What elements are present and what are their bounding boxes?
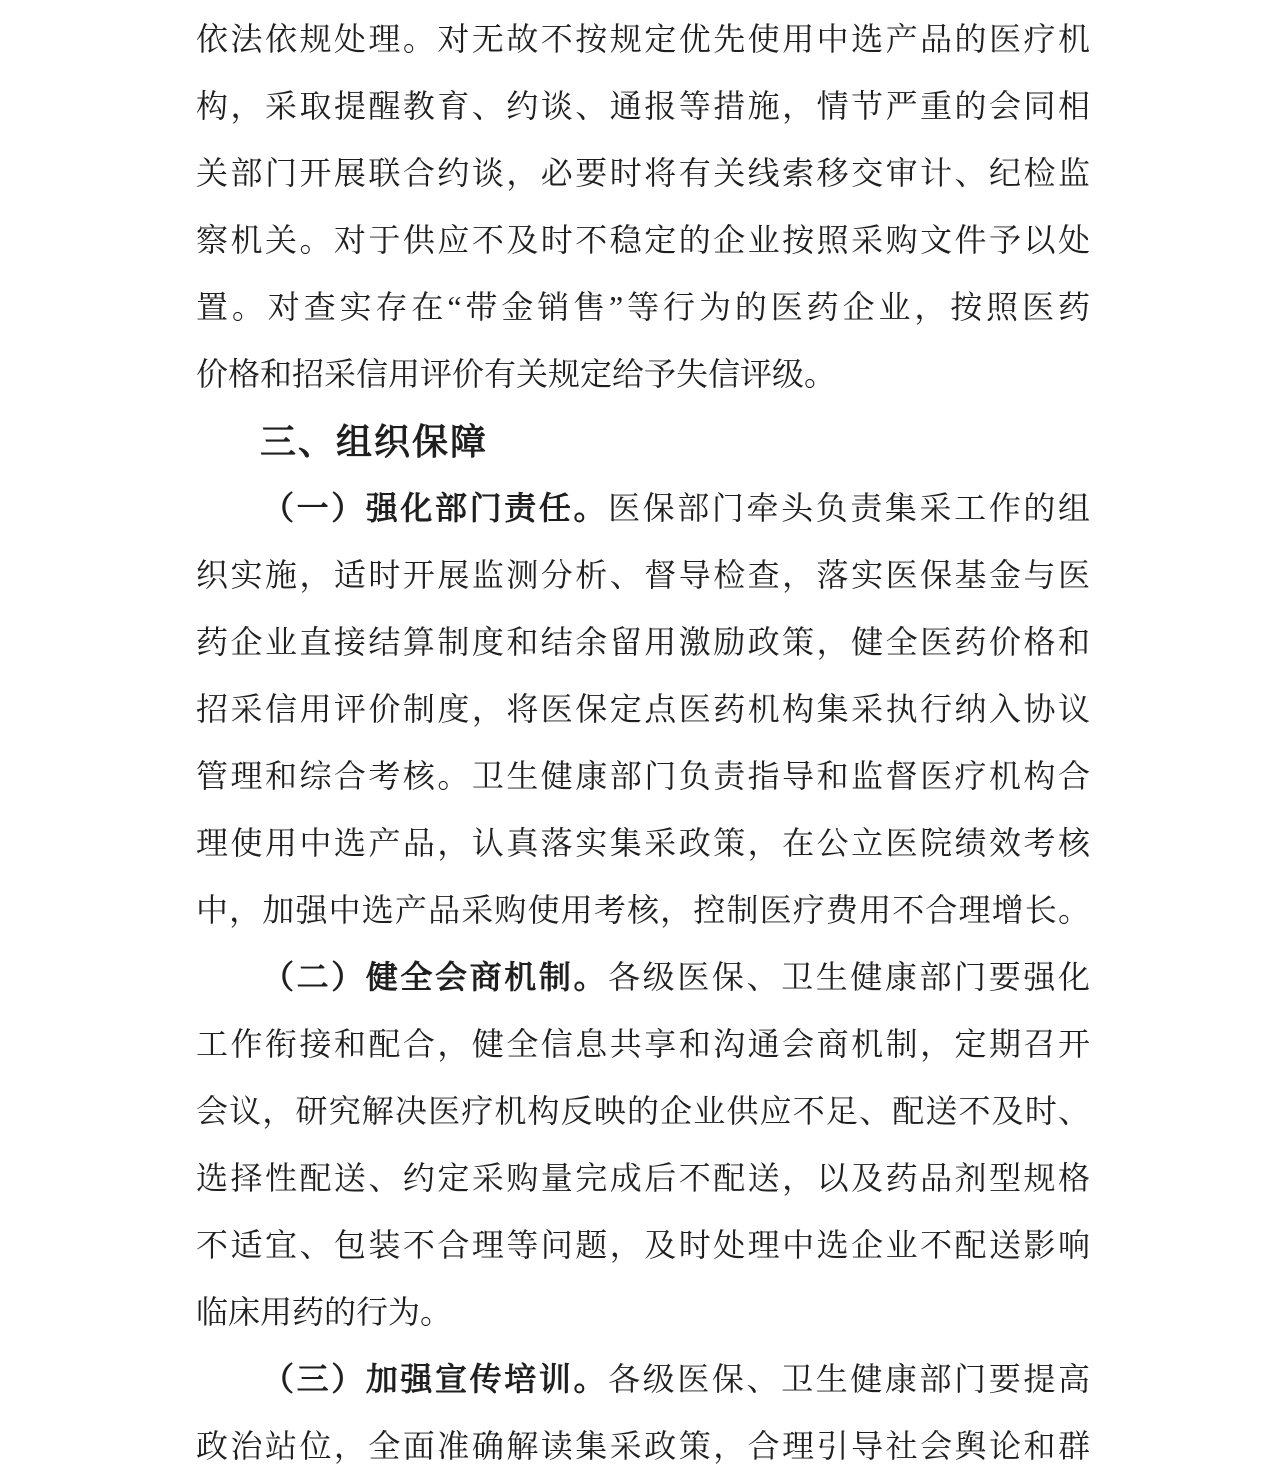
text-line: 置。对查实存在“带金销售”等行为的医药企业，按照医药 bbox=[196, 289, 1090, 325]
text-line: 管理和综合考核。卫生健康部门负责指导和监督医疗机构合 bbox=[196, 758, 1090, 794]
text-line bbox=[196, 1346, 1090, 1413]
paragraph-text: 各级医保、卫生健康部门要提高 bbox=[608, 1361, 1090, 1397]
text-line: 药企业直接结算制度和结余留用激励政策，健全医药价格和 bbox=[196, 624, 1090, 660]
text-line: 理使用中选产品，认真落实集采政策，在公立医院绩效考核 bbox=[196, 825, 1090, 861]
text-line: 政治站位，全面准确解读集采政策，合理引导社会舆论和群 bbox=[196, 1428, 1090, 1464]
paragraph-text: 医保部门牵头负责集采工作的组 bbox=[608, 490, 1090, 526]
text-line: 不适宜、包装不合理等问题，及时处理中选企业不配送影响 bbox=[196, 1227, 1090, 1263]
text-line: 察机关。对于供应不及时不稳定的企业按照采购文件予以处 bbox=[196, 222, 1090, 258]
text-line: 价格和招采信用评价有关规定给予失信评级。 bbox=[196, 356, 837, 392]
paragraph-text: 各级医保、卫生健康部门要强化 bbox=[608, 959, 1090, 995]
paragraph-lead: （二）健全会商机制。 bbox=[262, 959, 609, 995]
section-heading: 三、组织保障 bbox=[260, 421, 489, 462]
document-body bbox=[196, 0, 1090, 1473]
text-line bbox=[196, 475, 1090, 542]
text-line: 构，采取提醒教育、约谈、通报等措施，情节严重的会同相 bbox=[196, 88, 1090, 124]
text-line: 招采信用评价制度，将医保定点医药机构集采执行纳入协议 bbox=[196, 691, 1090, 727]
text-line: 选择性配送、约定采购量完成后不配送，以及药品剂型规格 bbox=[196, 1160, 1090, 1196]
text-line: 织实施，适时开展监测分析、督导检查，落实医保基金与医 bbox=[196, 557, 1090, 593]
text-line: 关部门开展联合约谈，必要时将有关线索移交审计、纪检监 bbox=[196, 155, 1090, 191]
text-line: 会议，研究解决医疗机构反映的企业供应不足、配送不及时、 bbox=[196, 1093, 1090, 1129]
text-line: 工作衔接和配合，健全信息共享和沟通会商机制，定期召开 bbox=[196, 1026, 1090, 1062]
text-line: 临床用药的行为。 bbox=[196, 1294, 453, 1330]
paragraph-lead: （三）加强宣传培训。 bbox=[262, 1361, 609, 1397]
paragraph-lead: （一）强化部门责任。 bbox=[262, 490, 609, 526]
text-line bbox=[196, 944, 1090, 1011]
text-line: 依法依规处理。对无故不按规定优先使用中选产品的医疗机 bbox=[196, 21, 1090, 57]
text-line: 中，加强中选产品采购使用考核，控制医疗费用不合理增长。 bbox=[196, 892, 1090, 928]
